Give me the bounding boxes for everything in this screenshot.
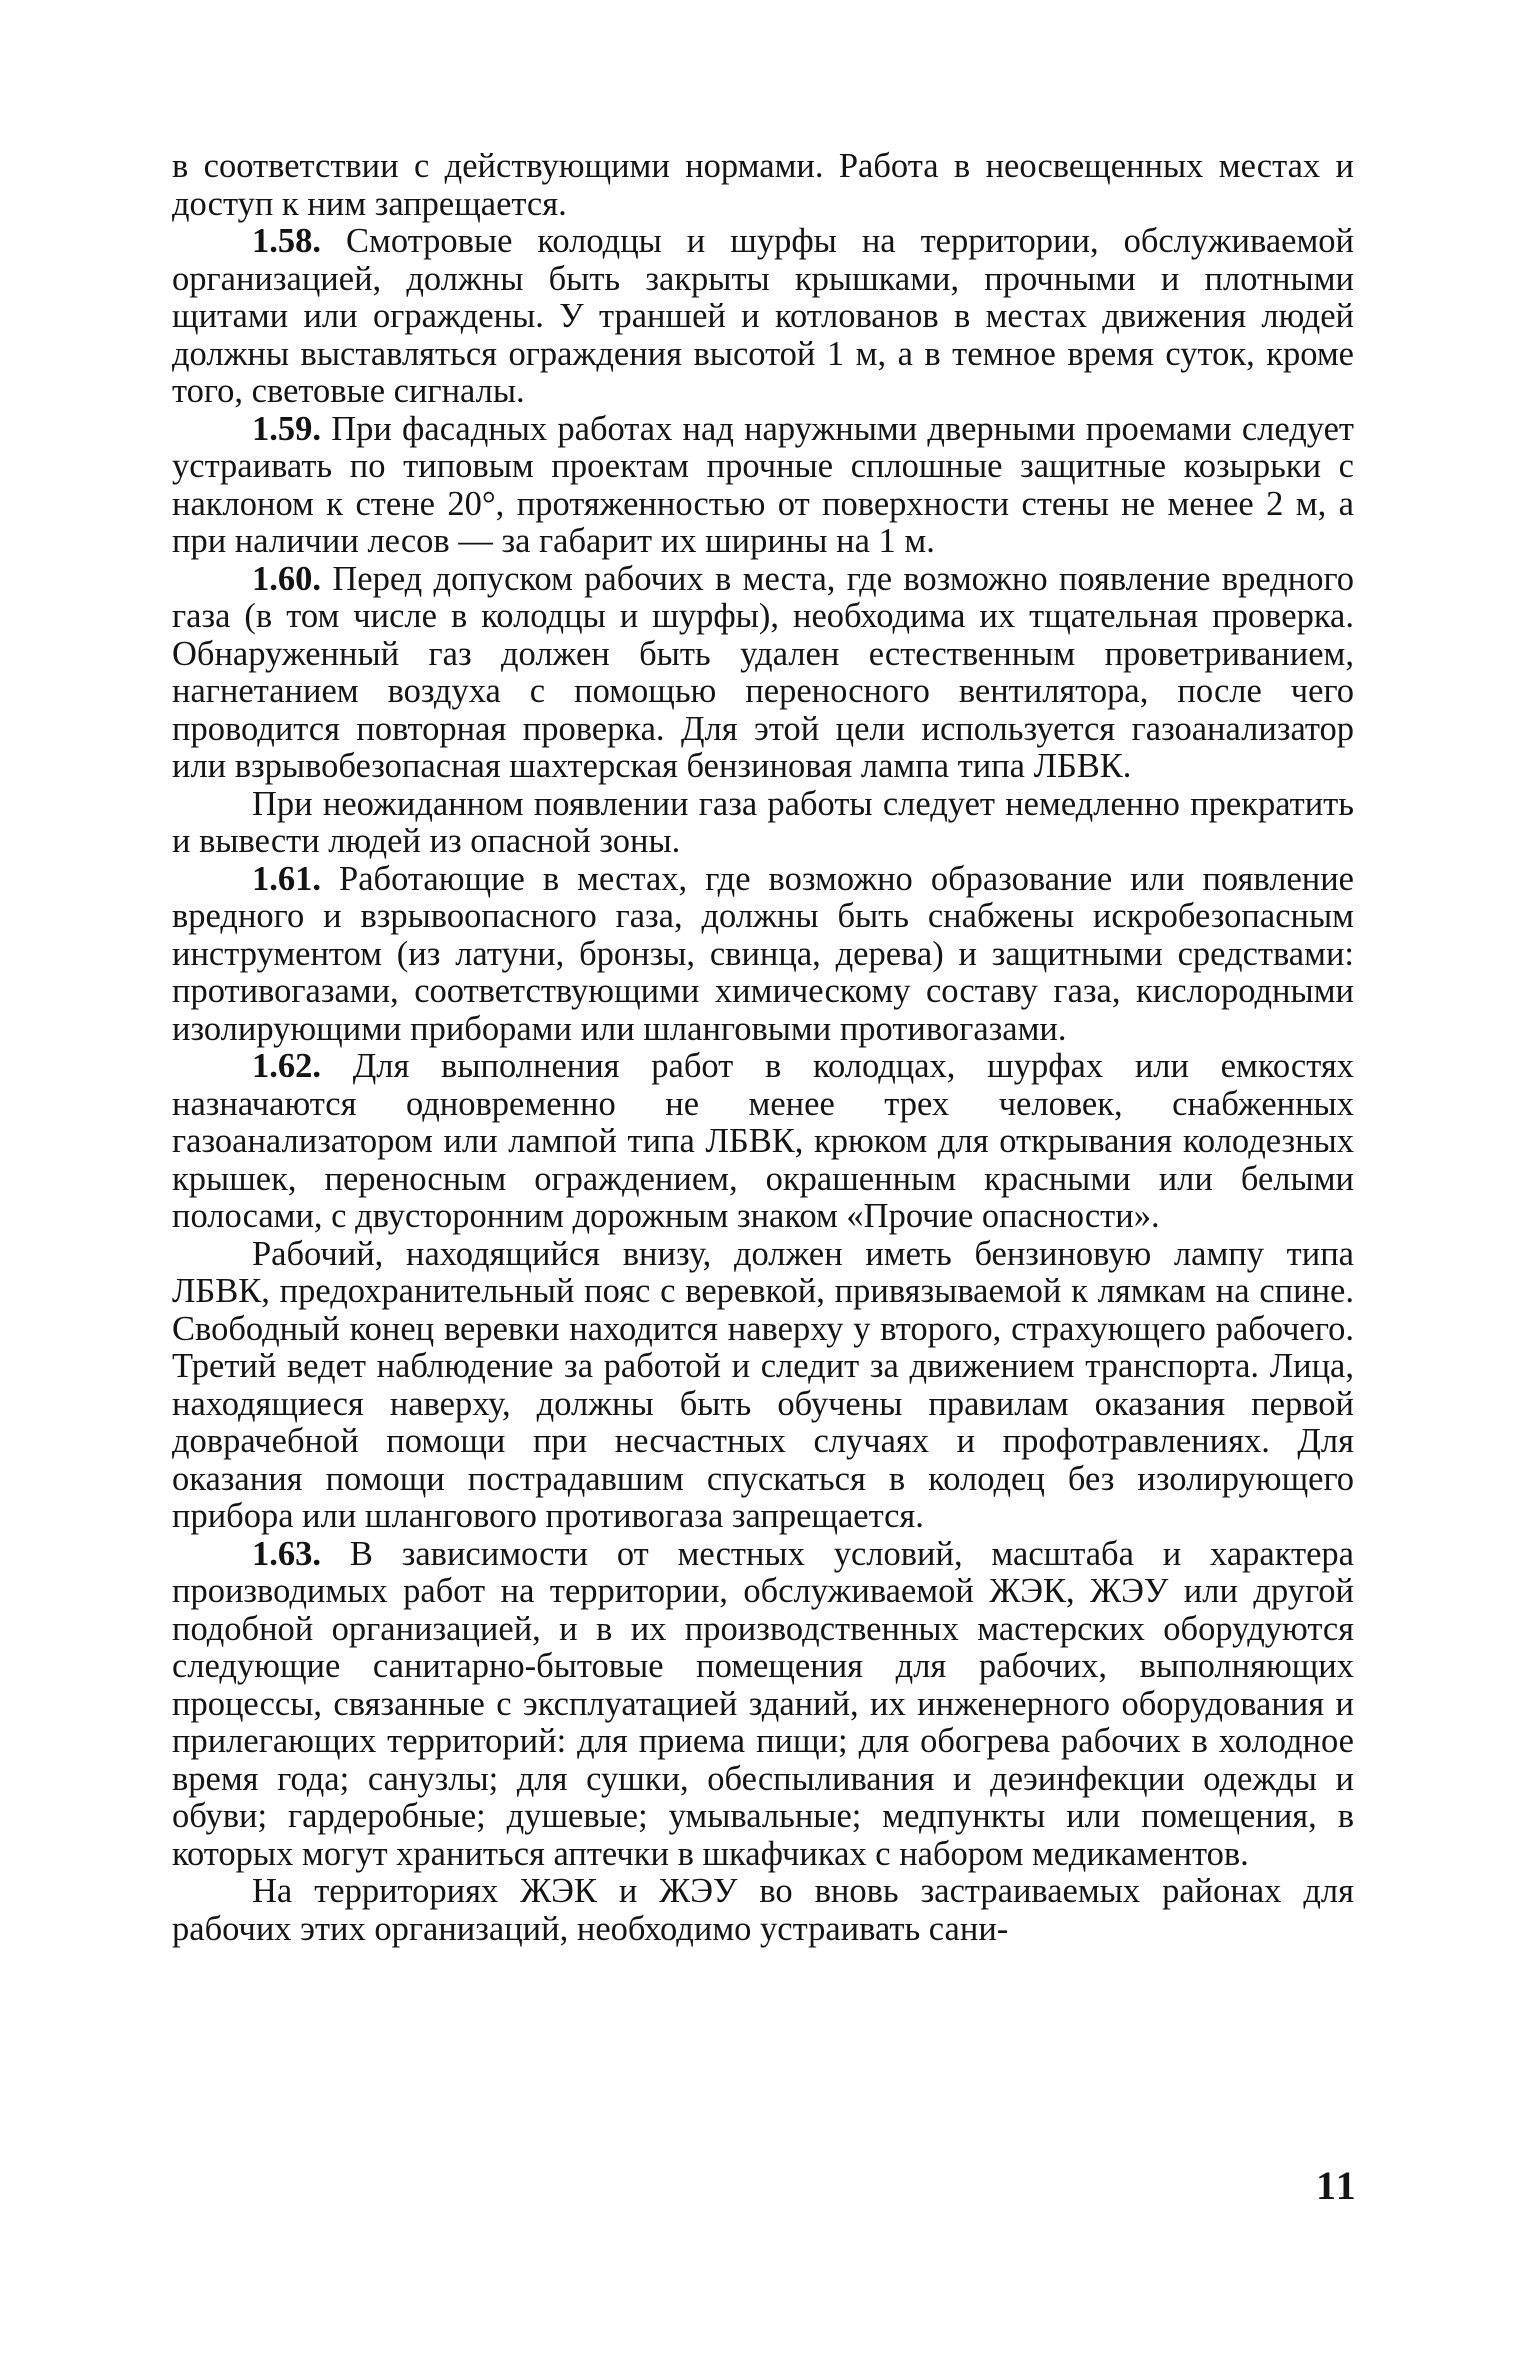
paragraph-text: Перед допуском рабочих в места, где возможно появление вредного газа (в том числе в колодцы и шурфы), необходима их тщательная проверка. Обнаруженный газ должен быть удален естественным проветриванием, нагнетанием воздуха с помощью переносного вентилятора, после чего проводится повторная проверка. Для этой цели используется газоанализатор или взрывобезопасная шахтерская бензиновая лампа типа ЛБВК. [172, 559, 1354, 785]
page-number: 11 [1316, 2163, 1358, 2208]
paragraph-text: в соответствии с действующими нормами. Работа в неосвещенных местах и доступ к ним запрещается. [172, 147, 1354, 223]
paragraph-1-61 [172, 861, 1354, 1049]
paragraph-text: При фасадных работах над наружными дверными проемами следует устраивать по типовым проектам прочные сплошные защитные козырьки с наклоном к стене 20°, протяженностью от поверхности стены не менее 2 м, а при наличии лесов — за габарит их ширины на 1 м. [172, 409, 1354, 560]
paragraph-text: Для выполнения работ в колодцах, шурфах или емкостях назначаются одновременно не менее трех человек, снабженных газоанализатором или лампой типа ЛБВК, крюком для открывания колодезных крышек, переносным ограждением, окрашенным красными или белыми полосами, с двусторонним дорожным знаком «Прочие опасности». [172, 1047, 1354, 1235]
paragraph-continuation [172, 148, 1354, 223]
paragraph-1-59 [172, 411, 1354, 561]
section-number: 1.59. [252, 409, 321, 448]
section-number: 1.60. [252, 559, 321, 598]
paragraph-text: Смотровые колодцы и шурфы на территории, обслуживаемой организацией, должны быть закрыты крышками, прочными и плотными щитами или ограждены. У траншей и котлованов в местах движения людей должны выставляться ограждения высотой 1 м, а в темное время суток, кроме того, световые сигналы. [172, 222, 1354, 410]
paragraph-territories [172, 1873, 1354, 1948]
paragraph-gas-appearance [172, 786, 1354, 861]
paragraph-text: Работающие в местах, где возможно образование или появление вредного и взрывоопасного газа, должны быть снабжены искробезопасным инструментом (из латуни, бронзы, свинца, дерева) и защитными средствами: противогазами, соответствующими химическому составу газа, кислородными изолирующими приборами или шланговыми противогазами. [172, 859, 1354, 1048]
paragraph-worker-below [172, 1236, 1354, 1536]
page-body [172, 148, 1354, 1948]
paragraph-text: Рабочий, находящийся внизу, должен иметь бензиновую лампу типа ЛБВК, предохранительный пояс с веревкой, привязываемой к лямкам на спине. Свободный конец веревки находится наверху у второго, страхующего рабочего. Третий ведет наблюдение за работой и следит за движением транспорта. Лица, находящиеся наверху, должны быть обучены правилам оказания первой доврачебной помощи при несчастных случаях и профотравлениях. Для оказания помощи пострадавшим спускаться в колодец без изолирующего прибора или шлангового противогаза запрещается. [172, 1234, 1354, 1535]
paragraph-1-58 [172, 223, 1354, 411]
paragraph-1-62 [172, 1048, 1354, 1236]
section-number: 1.58. [252, 222, 321, 260]
section-number: 1.62. [252, 1047, 321, 1085]
paragraph-text: При неожиданном появлении газа работы следует немедленно прекратить и вывести людей из опасной зоны. [172, 784, 1354, 860]
section-number: 1.61. [252, 859, 321, 898]
paragraph-text: На территориях ЖЭК и ЖЭУ во вновь застраиваемых районах для рабочих этих организаций, необходимо устраивать сани- [172, 1872, 1354, 1948]
paragraph-1-60 [172, 561, 1354, 786]
section-number: 1.63. [252, 1534, 321, 1573]
paragraph-text: В зависимости от местных условий, масштаба и характера производимых работ на территории, обслуживаемой ЖЭК, ЖЭУ или другой подобной организацией, и в их производственных мастерских оборудуются следующие санитарно-бытовые помещения для рабочих, выполняющих процессы, связанные с эксплуатацией зданий, их инженерного оборудования и прилегающих территорий: для приема пищи; для обогрева рабочих в холодное время года; санузлы; для сушки, обеспыливания и деэинфекции одежды и обуви; гардеробные; душевые; умывальные; медпункты или помещения, в которых могут храниться аптечки в шкафчиках с набором медикаментов. [172, 1534, 1354, 1873]
paragraph-1-63 [172, 1536, 1354, 1874]
